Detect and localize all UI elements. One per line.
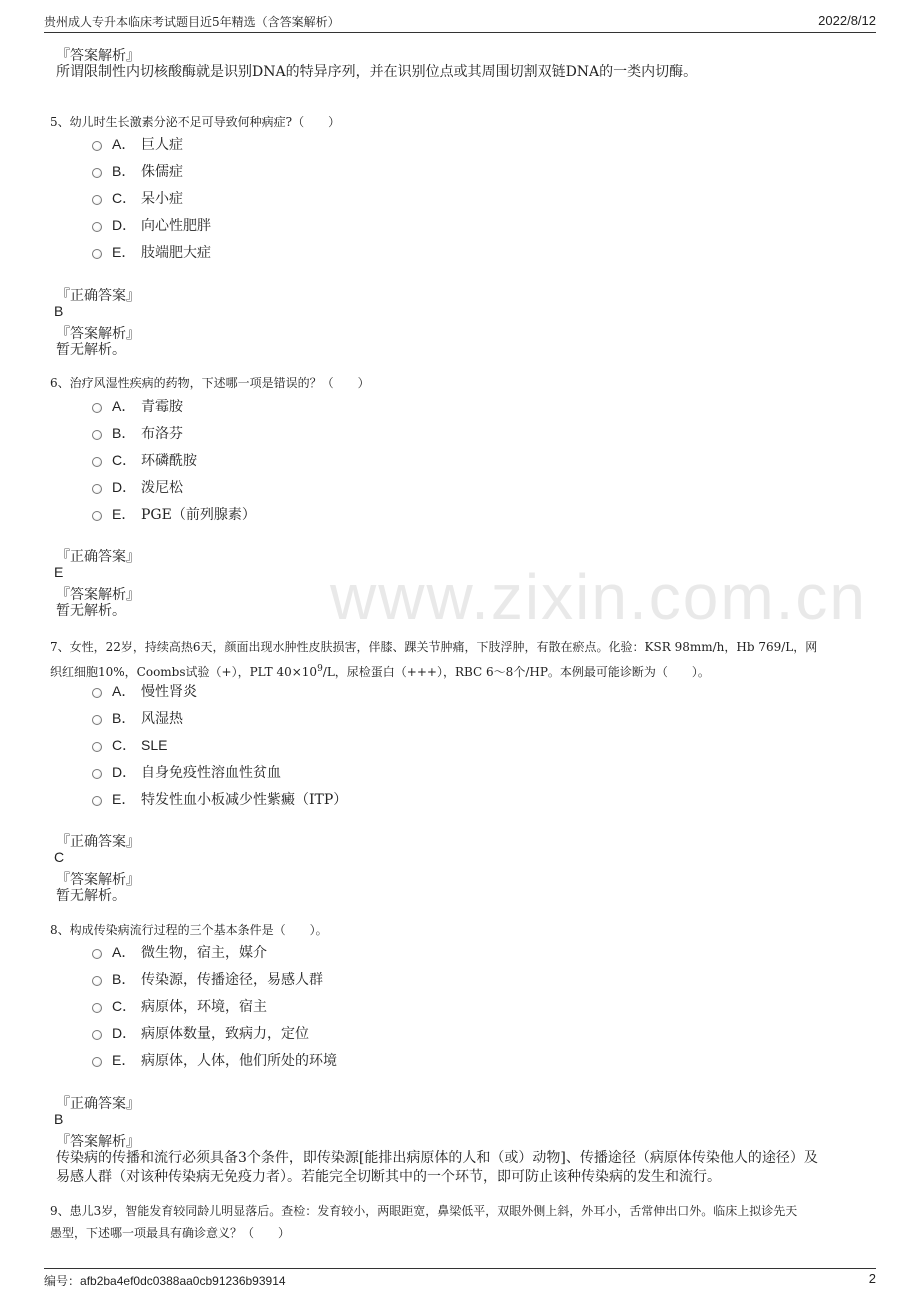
radio-icon[interactable] xyxy=(92,1003,102,1013)
radio-icon[interactable] xyxy=(92,484,102,494)
option-label: 病原体，环境，宿主 xyxy=(141,999,267,1015)
page-number: 2 xyxy=(868,1271,876,1286)
analysis-label: 『答案解析』 xyxy=(56,872,140,888)
correct-answer-label: 『正确答案』 xyxy=(56,288,140,304)
page-header xyxy=(44,10,876,33)
option-label: 自身免疫性溶血性贫血 xyxy=(141,765,281,781)
option-label: 病原体数量，致病力，定位 xyxy=(141,1026,309,1042)
option-b[interactable]: B． 布洛芬 xyxy=(92,423,183,443)
analysis-label: 『答案解析』 xyxy=(56,587,140,603)
correct-answer: C xyxy=(54,849,65,865)
radio-icon[interactable] xyxy=(92,769,102,779)
option-label: SLE xyxy=(141,737,168,753)
option-b[interactable]: B． 传染源，传播途径，易感人群 xyxy=(92,969,323,989)
radio-icon[interactable] xyxy=(92,742,102,752)
question-title: 6、治疗风湿性疾病的药物，下述哪一项是错误的？（ ） xyxy=(50,376,370,390)
option-label: 布洛芬 xyxy=(141,426,183,442)
analysis-text: 暂无解析。 xyxy=(56,342,126,358)
option-d[interactable]: D． 自身免疫性溶血性贫血 xyxy=(92,762,281,782)
option-label: 环磷酰胺 xyxy=(141,453,197,469)
option-label: PGE（前列腺素） xyxy=(141,507,256,523)
question-title: 9、患儿3岁，智能发育较同龄儿明显落后。查检：发育较小，两眼距宽，鼻梁低平，双眼外侧上斜，外耳小，舌常伸出口外。临床上拟诊先天 愚型，下述哪一项最具有确诊意义？（ ） xyxy=(50,1204,798,1240)
radio-icon[interactable] xyxy=(92,949,102,959)
option-c[interactable]: C． 环磷酰胺 xyxy=(92,450,197,470)
option-label: 向心性肥胖 xyxy=(141,218,211,234)
option-b[interactable]: B． 风湿热 xyxy=(92,708,183,728)
option-a[interactable]: A． 微生物，宿主，媒介 xyxy=(92,942,267,962)
analysis-text: 暂无解析。 xyxy=(56,888,126,904)
analysis-text: 所谓限制性内切核酸酶就是识别DNA的特异序列，并在识别位点或其周围切割双链DNA的一类内切酶。 xyxy=(56,64,698,80)
option-d[interactable]: D． 病原体数量，致病力，定位 xyxy=(92,1023,309,1043)
radio-icon[interactable] xyxy=(92,249,102,259)
question-title xyxy=(50,636,876,683)
radio-icon[interactable] xyxy=(92,195,102,205)
radio-icon[interactable] xyxy=(92,688,102,698)
option-label: 慢性肾炎 xyxy=(141,684,197,700)
correct-answer-label: 『正确答案』 xyxy=(56,834,140,850)
option-a[interactable]: A． 慢性肾炎 xyxy=(92,681,197,701)
option-c[interactable]: C． SLE xyxy=(92,735,167,755)
question-title: 5、幼儿时生长激素分泌不足可导致何种病症?（ ） xyxy=(50,115,341,129)
option-d[interactable]: D． 泼尼松 xyxy=(92,477,183,497)
option-label: 病原体，人体，他们所处的环境 xyxy=(141,1053,337,1069)
option-b[interactable]: B． 侏儒症 xyxy=(92,161,183,181)
radio-icon[interactable] xyxy=(92,168,102,178)
page-footer xyxy=(44,1268,876,1288)
radio-icon[interactable] xyxy=(92,796,102,806)
watermark: www.zixin.com.cn xyxy=(330,561,867,633)
option-label: 侏儒症 xyxy=(141,164,183,180)
option-e[interactable]: E． 肢端肥大症 xyxy=(92,242,211,262)
option-label: 青霉胺 xyxy=(141,399,183,415)
radio-icon[interactable] xyxy=(92,511,102,521)
option-d[interactable]: D． 向心性肥胖 xyxy=(92,215,211,235)
option-label: 风湿热 xyxy=(141,711,183,727)
option-e[interactable]: E． 病原体，人体，他们所处的环境 xyxy=(92,1050,337,1070)
analysis-label: 『答案解析』 xyxy=(56,48,140,64)
option-e[interactable]: E． PGE（前列腺素） xyxy=(92,504,256,524)
correct-answer: E xyxy=(54,564,64,580)
document-title: 贵州成人专升本临床考试题目近5年精选（含答案解析） xyxy=(44,15,340,29)
correct-answer: B xyxy=(54,303,64,319)
radio-icon[interactable] xyxy=(92,430,102,440)
correct-answer-label: 『正确答案』 xyxy=(56,1096,140,1112)
radio-icon[interactable] xyxy=(92,1057,102,1067)
correct-answer-label: 『正确答案』 xyxy=(56,549,140,565)
option-c[interactable]: C． 呆小症 xyxy=(92,188,183,208)
radio-icon[interactable] xyxy=(92,141,102,151)
option-a[interactable]: A． 巨人症 xyxy=(92,134,183,154)
option-label: 特发性血小板减少性紫癜（ITP） xyxy=(141,792,348,808)
question-title: 8、构成传染病流行过程的三个基本条件是（ ）。 xyxy=(50,923,328,937)
option-a[interactable]: A． 青霉胺 xyxy=(92,396,183,416)
option-label: 微生物，宿主，媒介 xyxy=(141,945,267,961)
correct-answer: B xyxy=(54,1111,64,1127)
analysis-text: 传染病的传播和流行必须具备3个条件，即传染源[能排出病原体的人和（或）动物]、传播途径（病原体传染他人的途径）及 易感人群（对该种传染病无免疫力者）。若能完全切断其中的一个环节，即可防止该种传染病的发生和流行。 xyxy=(56,1150,818,1185)
analysis-label: 『答案解析』 xyxy=(56,326,140,342)
question-title-line1: 7、女性，22岁，持续高热6天，颜面出现水肿性皮肤损害，伴膝、踝关节肿痛，下肢浮肿，有散在瘀点。化验：KSR 98mm/h，Hb 769/L，网 xyxy=(50,640,818,654)
radio-icon[interactable] xyxy=(92,403,102,413)
radio-icon[interactable] xyxy=(92,1030,102,1040)
document-date: 2022/8/12 xyxy=(818,13,876,28)
radio-icon[interactable] xyxy=(92,222,102,232)
option-label: 巨人症 xyxy=(141,137,183,153)
option-label: 传染源，传播途径，易感人群 xyxy=(141,972,323,988)
option-e[interactable]: E． 特发性血小板减少性紫癜（ITP） xyxy=(92,789,347,809)
option-label: 泼尼松 xyxy=(141,480,183,496)
option-label: 肢端肥大症 xyxy=(141,245,211,261)
analysis-text: 暂无解析。 xyxy=(56,603,126,619)
option-label: 呆小症 xyxy=(141,191,183,207)
radio-icon[interactable] xyxy=(92,976,102,986)
radio-icon[interactable] xyxy=(92,715,102,725)
question-title-line2: 织红细胞10%，Coombs试验（+），PLT $40\times 10^9/L$，尿检蛋白（+++），RBC 6～8个/HP。本例最可能诊断为（ ）。 xyxy=(50,664,710,679)
radio-icon[interactable] xyxy=(92,457,102,467)
analysis-label: 『答案解析』 xyxy=(56,1134,140,1150)
option-c[interactable]: C． 病原体，环境，宿主 xyxy=(92,996,267,1016)
document-code: 编号：afb2ba4ef0dc0388aa0cb91236b93914 xyxy=(44,1274,286,1288)
